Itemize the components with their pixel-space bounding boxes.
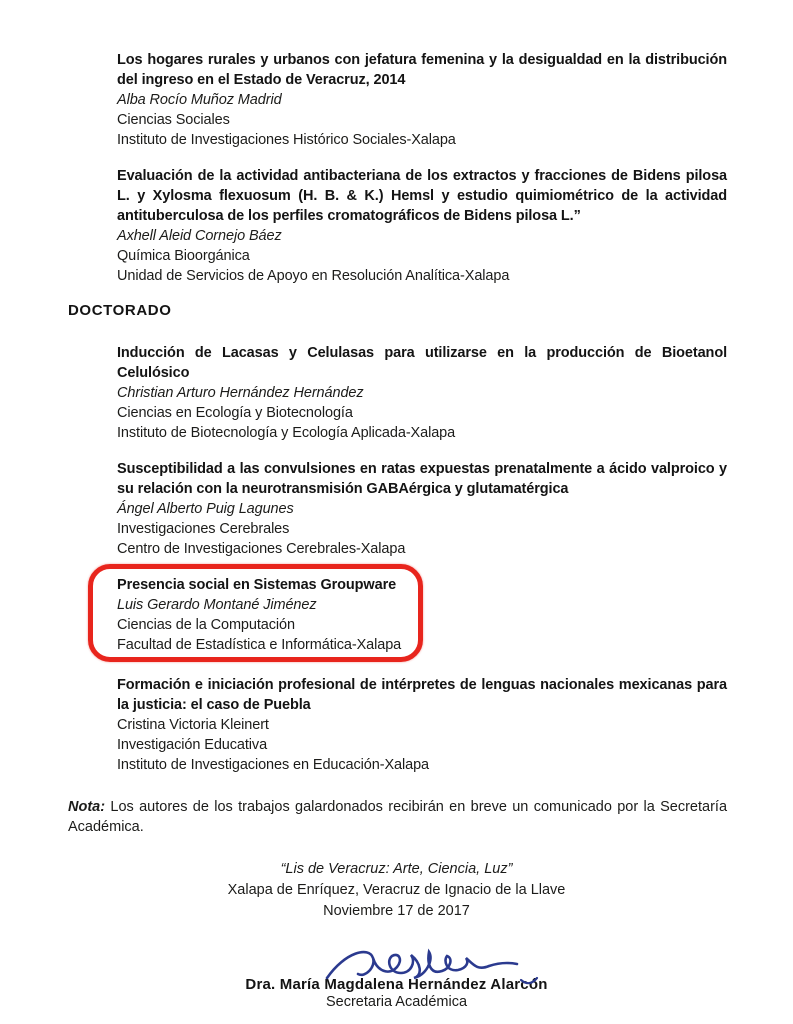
handwritten-signature-icon: [319, 936, 539, 992]
entry-program: Química Bioorgánica: [117, 248, 250, 264]
entry-author: Axhell Aleid Cornejo Báez: [117, 228, 282, 244]
entry-author: Christian Arturo Hernández Hernández: [117, 385, 364, 401]
entry-title: Los hogares rurales y urbanos con jefatura femenina y la desigualdad en la distribución del ingreso en el Estado de Veracruz, 2014: [117, 52, 727, 88]
date-line: Noviembre 17 de 2017: [323, 903, 470, 919]
entry-institution: Instituto de Biotecnología y Ecología Aplicada-Xalapa: [117, 425, 456, 441]
note-body: Los autores de los trabajos galardonados recibirán en breve un comunicado por la Secretaría Académica.: [68, 799, 728, 835]
entry-title: Presencia social en Sistemas Groupware: [117, 577, 397, 593]
entry-program: Ciencias Sociales: [117, 112, 230, 128]
signatory-name: Dra. María Magdalena Hernández Alarcón: [245, 976, 548, 993]
entry-program: Ciencias de la Computación: [117, 617, 295, 633]
entry-author: Cristina Victoria Kleinert: [117, 717, 269, 733]
award-entry-highlighted: [117, 575, 401, 655]
entry-author: Luis Gerardo Montané Jiménez: [117, 597, 317, 613]
award-entry: [117, 675, 727, 775]
note-paragraph: [68, 797, 727, 837]
entry-institution: Instituto de Investigaciones en Educación-Xalapa: [117, 757, 429, 773]
award-entry: [117, 50, 727, 150]
signature-block: [0, 936, 793, 1010]
closing-block: [0, 859, 793, 922]
entry-title: Inducción de Lacasas y Celulasas para utilizarse en la producción de Bioetanol Celulósico: [117, 345, 727, 381]
award-entry: [117, 343, 727, 443]
place-line: Xalapa de Enríquez, Veracruz de Ignacio de la Llave: [227, 882, 566, 898]
entry-institution: Centro de Investigaciones Cerebrales-Xalapa: [117, 541, 406, 557]
entry-program: Investigación Educativa: [117, 737, 268, 753]
entry-program: Investigaciones Cerebrales: [117, 521, 290, 537]
entry-author: Ángel Alberto Puig Lagunes: [117, 501, 294, 517]
entry-title: Formación e iniciación profesional de intérpretes de lenguas nacionales mexicanas para la justicia: el caso de Puebla: [117, 677, 727, 713]
entry-institution: Facultad de Estadística e Informática-Xalapa: [117, 637, 402, 653]
entry-program: Ciencias en Ecología y Biotecnología: [117, 405, 353, 421]
award-entry: [117, 459, 727, 559]
note-label: Nota:: [68, 799, 106, 815]
signatory-title: Secretaria Académica: [325, 994, 468, 1010]
university-motto: “Lis de Veracruz: Arte, Ciencia, Luz”: [280, 861, 513, 877]
entry-institution: Unidad de Servicios de Apoyo en Resolución Analítica-Xalapa: [117, 268, 510, 284]
entry-author: Alba Rocío Muñoz Madrid: [117, 92, 282, 108]
entry-title: Evaluación de la actividad antibacteriana de los extractos y fracciones de Bidens pilosa L. y Xylosma flexuosum (H. B. & K.) Hemsl y estudio quimiométrico de la actividad antituberculosa de los perfiles cromatográficos de Bidens pilosa L.”: [117, 168, 727, 224]
entry-title: Susceptibilidad a las convulsiones en ratas expuestas prenatalmente a ácido valproico y su relación con la neurotransmisión GABAérgica y glutamatérgica: [117, 461, 727, 497]
entry-institution: Instituto de Investigaciones Histórico Sociales-Xalapa: [117, 132, 456, 148]
section-heading-doctorado: DOCTORADO: [68, 302, 172, 319]
award-entry: [117, 166, 727, 286]
